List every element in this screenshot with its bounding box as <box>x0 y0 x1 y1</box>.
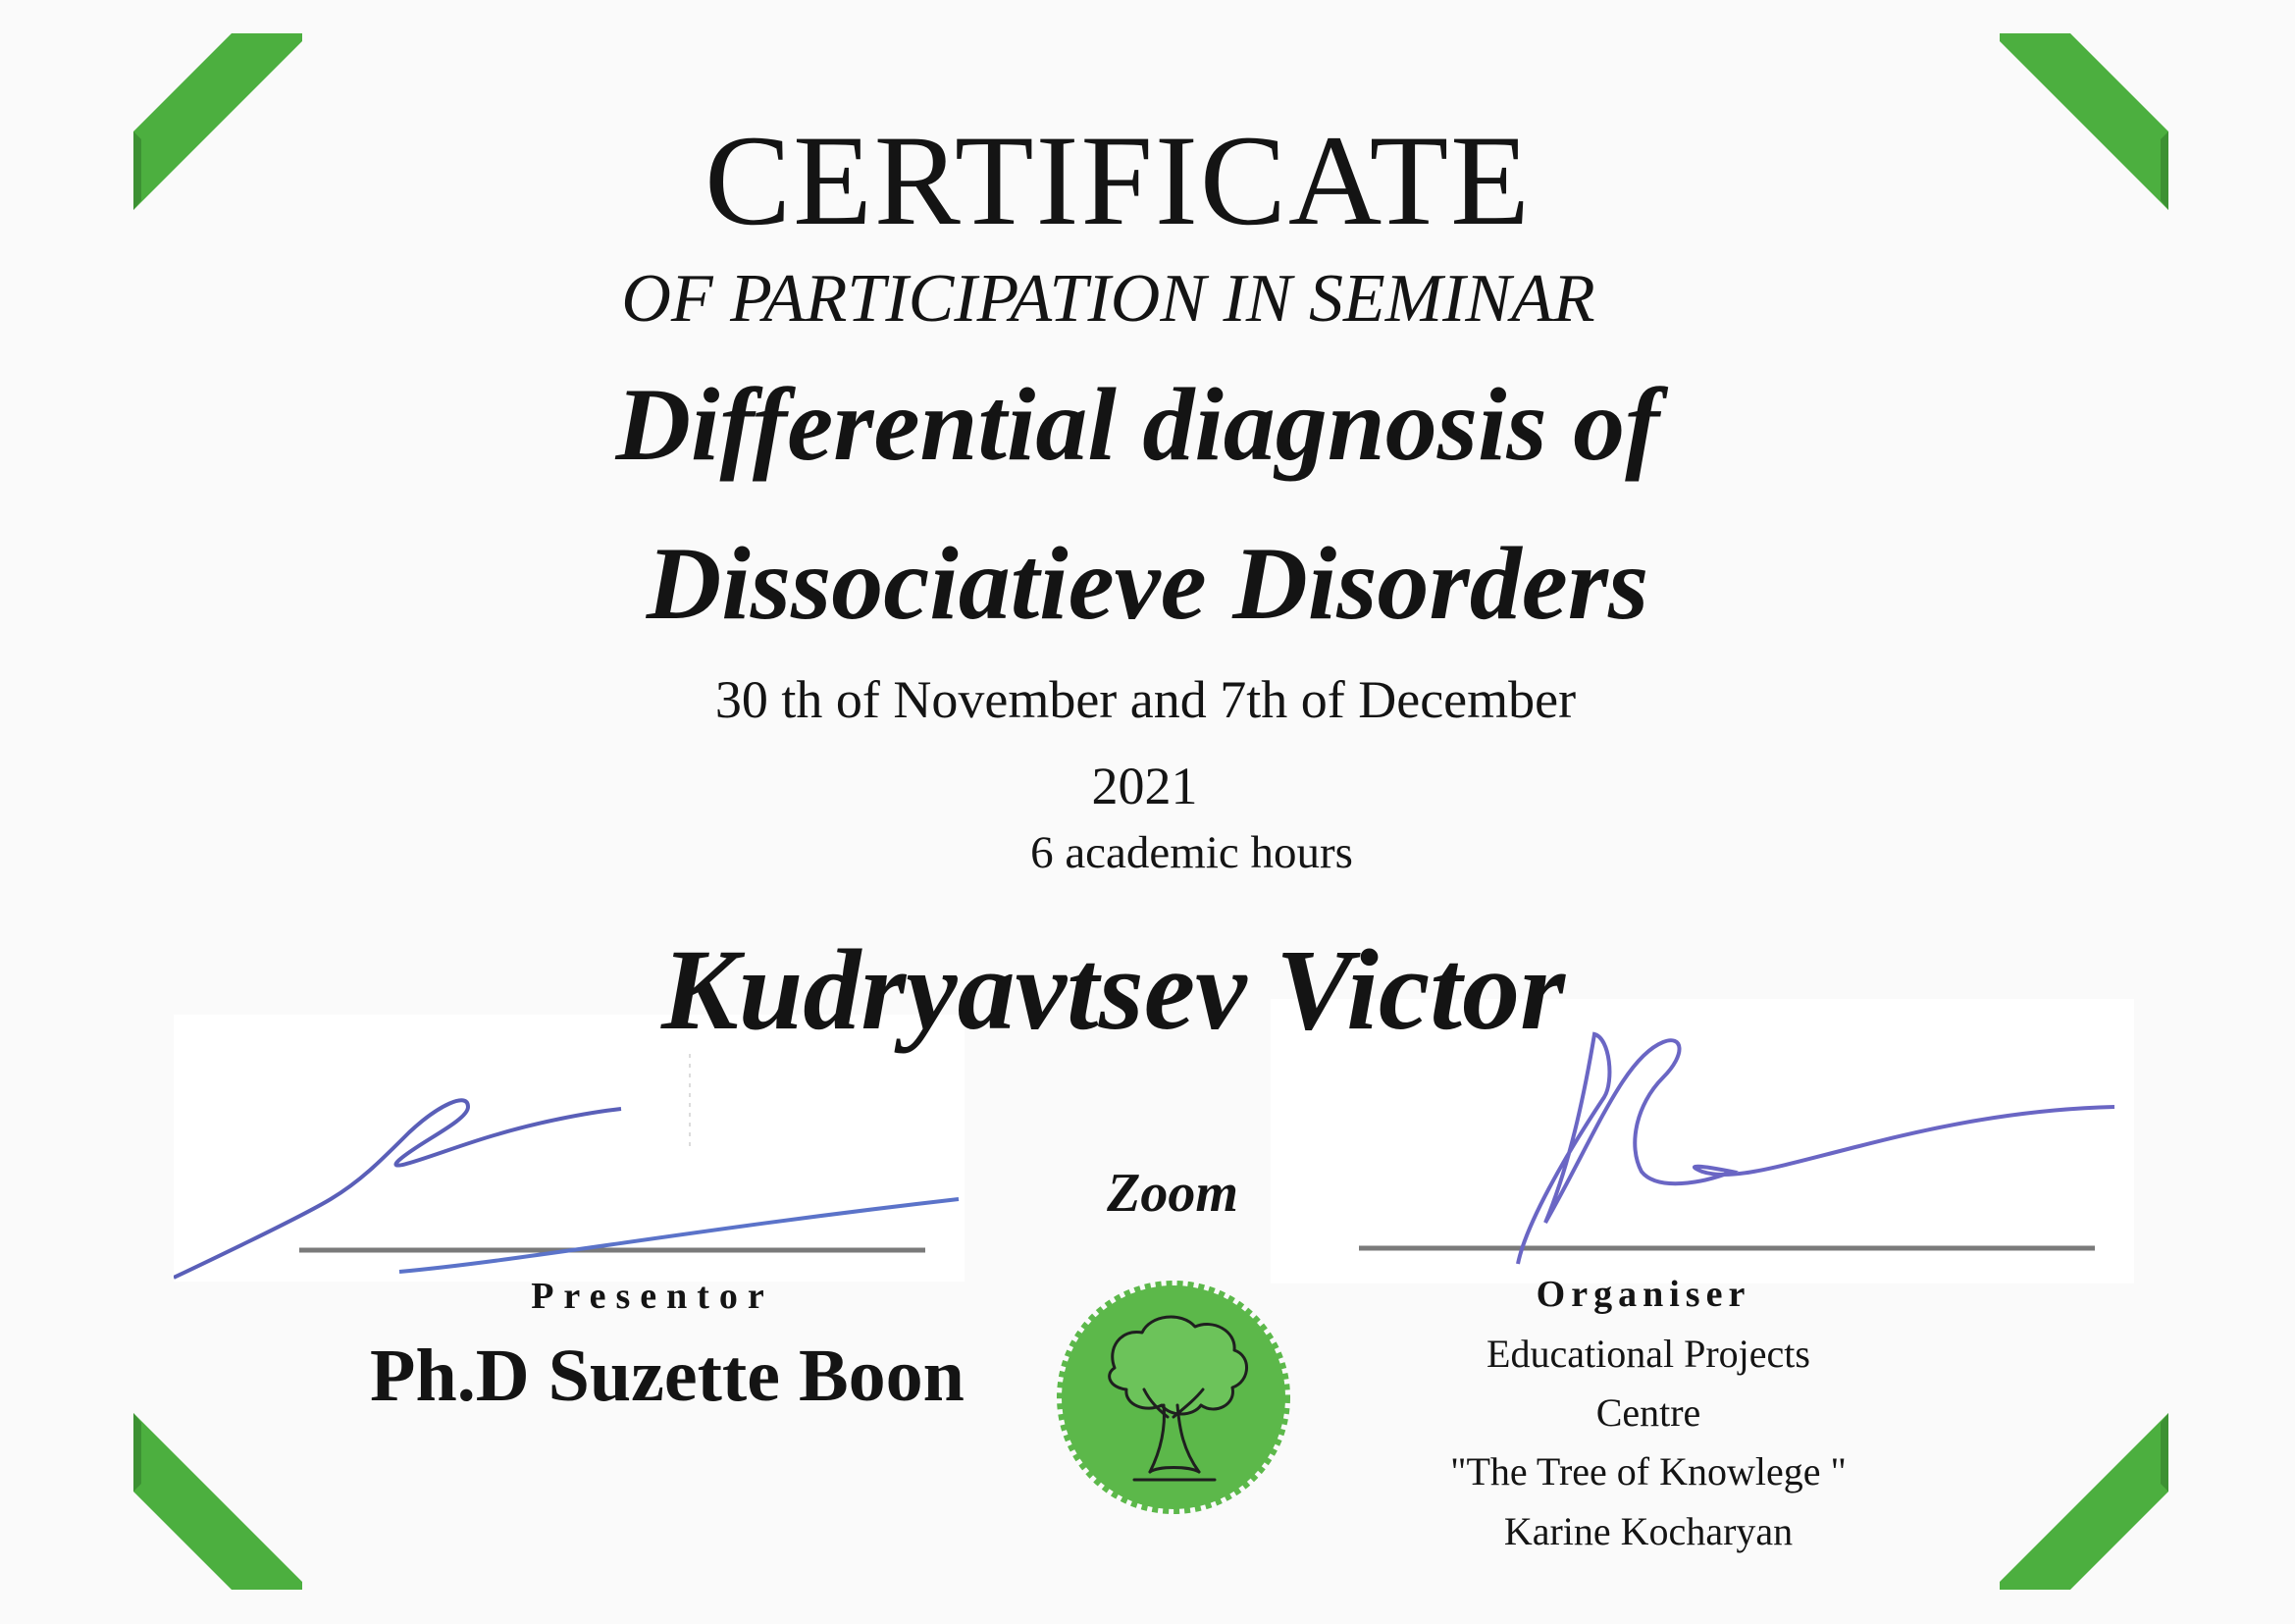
presenter-role: Presentor <box>531 1276 774 1317</box>
organiser-line-3: "The Tree of Knowlege " <box>1450 1449 1847 1493</box>
participant-name: Kudryavtsev Victor <box>660 925 1565 1054</box>
ribbon-corner-icon <box>1992 1413 2168 1590</box>
organiser-role: Organiser <box>1536 1274 1751 1315</box>
seminar-year: 2021 <box>1091 757 1198 815</box>
certificate-title: CERTIFICATE <box>704 108 1532 252</box>
seminar-topic-line-2: Dissociatieve Disorders <box>646 526 1649 641</box>
academic-hours: 6 academic hours <box>1030 827 1353 878</box>
tree-seal-icon <box>1056 1280 1291 1515</box>
seminar-topic-line-1: Differential diagnosis of <box>615 367 1660 482</box>
ribbon-corner-icon <box>133 1413 310 1590</box>
presenter-signature <box>174 1015 965 1282</box>
certificate-subtitle: OF PARTICIPATION IN SEMINAR <box>621 261 1595 337</box>
organiser-line-2: Centre <box>1595 1390 1701 1435</box>
organiser-line-1: Educational Projects <box>1487 1332 1810 1376</box>
seminar-mode: Zoom <box>1107 1163 1238 1224</box>
organiser-line-4: Karine Kocharyan <box>1503 1509 1794 1553</box>
seminar-dates: 30 th of November and 7th of December <box>714 670 1577 729</box>
presenter-name: Ph.D Suzette Boon <box>370 1335 965 1417</box>
